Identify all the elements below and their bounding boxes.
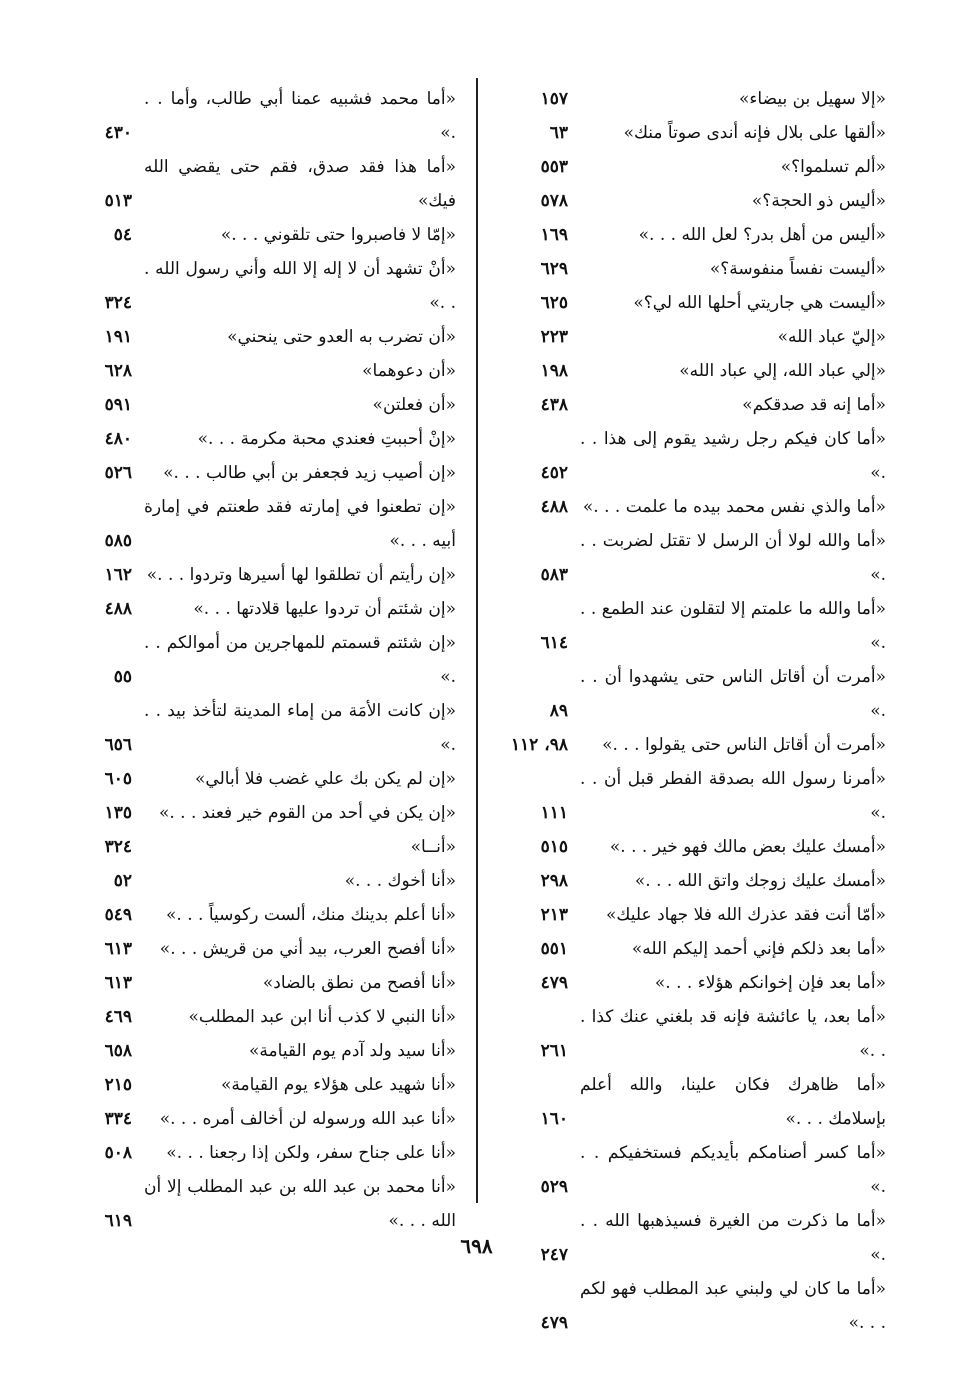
- entry-page-number: ٥١٥: [540, 837, 568, 857]
- index-entry: [508, 218, 886, 252]
- index-entry: [72, 388, 456, 422]
- index-entry: [72, 1034, 456, 1068]
- entry-text: «أما هذا فقد صدق، فقم حتى يقضي الله فيك»: [144, 157, 456, 211]
- entry-text: «أما والله ما علمتم إلا لتقلون عند الطمع . . .»: [580, 599, 886, 653]
- entry-page-number: ٦١٣: [104, 973, 132, 993]
- index-entry: [508, 150, 886, 184]
- index-entry: [508, 966, 886, 1000]
- entry-text: «إلا سهيل بن بيضاء»: [739, 89, 886, 109]
- entry-page-number: ٦٢٨: [104, 361, 132, 381]
- index-entry: [72, 456, 456, 490]
- entry-text: «أنا أخوك . . .»: [344, 871, 456, 891]
- index-entry: [508, 116, 886, 150]
- index-entry: [508, 490, 886, 524]
- entry-page-number: ٤٧٩: [540, 1313, 568, 1333]
- index-entry: [508, 932, 886, 966]
- index-entry: [72, 218, 456, 252]
- entry-text: «أما ما كان لي ولبني عبد المطلب فهو لكم . . .»: [580, 1279, 886, 1333]
- entry-page-number: ٢٩٨: [540, 871, 568, 891]
- entry-text: «أليست نفساً منفوسة؟»: [709, 259, 886, 279]
- index-entry: [508, 898, 886, 932]
- entry-text: «إليّ عباد الله»: [777, 327, 886, 347]
- entry-page-number: ٥٤: [113, 225, 132, 245]
- entry-text: «أما ما ذكرت من الغيرة فسيذهبها الله . . .»: [580, 1211, 886, 1265]
- entry-text: «إمّا لا فاصبروا حتى تلقوني . . .»: [220, 225, 456, 245]
- entry-text: «إن كانت الأمَة من إماء المدينة لتأخذ بيد . . .»: [144, 701, 456, 755]
- entry-page-number: ١١١: [540, 803, 568, 823]
- index-entry: [72, 252, 456, 320]
- entry-page-number: ٣٣٤: [104, 1109, 132, 1129]
- entry-page-number: ٣٢٤: [104, 837, 132, 857]
- entry-page-number: ٢١٣: [540, 905, 568, 925]
- entry-page-number: ٥٥١: [540, 939, 568, 959]
- index-entry: [508, 1136, 886, 1204]
- entry-page-number: ٥٠٨: [104, 1143, 132, 1163]
- index-entry: [72, 592, 456, 626]
- entry-text: «أما بعد فإن إخوانكم هؤلاء . . .»: [654, 973, 886, 993]
- entry-text: «إن تطعنوا في إمارته فقد طعنتم في إمارة أبيه . . .»: [144, 497, 456, 551]
- entry-page-number: ٤٧٩: [540, 973, 568, 993]
- entry-text: «إنْ أحببتِ فعندي محبة مكرمة . . .»: [197, 429, 456, 449]
- entry-page-number: ٩٨، ١١٢: [510, 735, 568, 755]
- index-entry: [72, 1170, 456, 1238]
- index-entry: [72, 320, 456, 354]
- entry-text: «أمسك عليك بعض مالك فهو خير . . .»: [609, 837, 886, 857]
- entry-text: «أمرت أن أقاتل الناس حتى يشهدوا أن . . .»: [580, 667, 886, 721]
- left-column: [72, 82, 456, 1238]
- entry-text: «أما بعد، يا عائشة فإنه قد بلغني عنك كذا . . .»: [580, 1007, 886, 1061]
- index-entry: [508, 422, 886, 490]
- entry-text: «أنا على جناح سفر، ولكن إذا رجعنا . . .»: [166, 1143, 456, 1163]
- index-entry: [72, 932, 456, 966]
- page-number: ٦٩٨: [460, 1234, 493, 1258]
- entry-text: «أمرت أن أقاتل الناس حتى يقولوا . . .»: [602, 735, 886, 755]
- index-entry: [508, 354, 886, 388]
- entry-text: «أما محمد فشبيه عمنا أبي طالب، وأما . . .»: [144, 89, 456, 143]
- entry-page-number: ١٦٢: [104, 565, 132, 585]
- entry-text: «أن دعوهما»: [362, 361, 456, 381]
- entry-page-number: ٥٢٩: [540, 1177, 568, 1197]
- entry-page-number: ٤٨٠: [104, 429, 132, 449]
- entry-text: «أمرنا رسول الله بصدقة الفطر قبل أن . . .»: [580, 769, 886, 823]
- index-entry: [72, 150, 456, 218]
- entry-page-number: ٥٨٥: [104, 531, 132, 551]
- entry-page-number: ٤٥٢: [540, 463, 568, 483]
- entry-page-number: ١٦٠: [540, 1109, 568, 1129]
- entry-text: «أليست هي جاريتي أحلها الله لي؟»: [633, 293, 886, 313]
- index-entry: [508, 524, 886, 592]
- entry-text: «ألقها على بلال فإنه أندى صوتاً منك»: [623, 123, 886, 143]
- entry-text: «أنا محمد بن عبد الله بن عبد المطلب إلا أن الله . . .»: [144, 1177, 456, 1231]
- entry-page-number: ٦٢٥: [540, 293, 568, 313]
- index-entry: [508, 864, 886, 898]
- entry-text: «إن يكن في أحد من القوم خير فعند . . .»: [158, 803, 456, 823]
- index-entry: [508, 388, 886, 422]
- entry-text: «أنا النبي لا كذب أنا ابن عبد المطلب»: [188, 1007, 456, 1027]
- index-entry: [508, 252, 886, 286]
- index-entry: [72, 354, 456, 388]
- index-entry: [508, 1000, 886, 1068]
- entry-text: «أما ظاهرك فكان علينا، والله أعلم بإسلامك . . .»: [580, 1075, 886, 1129]
- entry-text: «أمسك عليك زوجك واتق الله . . .»: [634, 871, 886, 891]
- column-divider: [476, 78, 478, 1203]
- entry-page-number: ٦٣: [549, 123, 568, 143]
- entry-page-number: ٦١٤: [540, 633, 568, 653]
- entry-text: «ألم تسلموا؟»: [780, 157, 886, 177]
- entry-page-number: ٥١٣: [104, 191, 132, 211]
- index-entry: [508, 82, 886, 116]
- entry-text: «أما والله لولا أن الرسل لا تقتل لضربت . . .»: [580, 531, 886, 585]
- index-entry: [72, 558, 456, 592]
- index-entry: [72, 82, 456, 150]
- entry-text: «أنْ تشهد أن لا إله إلا الله وأني رسول الله . . .»: [144, 259, 456, 313]
- entry-text: «أما بعد ذلكم فإني أحمد إليكم الله»: [631, 939, 886, 959]
- entry-text: «أما كان فيكم رجل رشيد يقوم إلى هذا . . .»: [580, 429, 886, 483]
- entry-page-number: ٢١٥: [104, 1075, 132, 1095]
- entry-page-number: ٥٢٦: [104, 463, 132, 483]
- entry-text: «أما إنه قد صدقكم»: [742, 395, 886, 415]
- index-entry: [508, 728, 886, 762]
- entry-text: «إن شئتم أن تردوا عليها قلادتها . . .»: [193, 599, 456, 619]
- entry-page-number: ٥٤٩: [104, 905, 132, 925]
- index-entry: [72, 830, 456, 864]
- entry-page-number: ٣٢٤: [104, 293, 132, 313]
- index-entry: [508, 660, 886, 728]
- entry-text: «أنا سيد ولد آدم يوم القيامة»: [249, 1041, 456, 1061]
- entry-text: «أنا عبد الله ورسوله لن أخالف أمره . . .»: [159, 1109, 456, 1129]
- entry-text: «أمّا أنت فقد عذرك الله فلا جهاد عليك»: [606, 905, 886, 925]
- entry-text: «إن أصيب زيد فجعفر بن أبي طالب . . .»: [163, 463, 456, 483]
- index-entry: [72, 694, 456, 762]
- entry-page-number: ٤٣٠: [104, 123, 132, 143]
- entry-page-number: ٦٠٥: [104, 769, 132, 789]
- entry-text: «أنــا»: [410, 837, 456, 857]
- entry-page-number: ٢٤٧: [540, 1245, 568, 1265]
- index-entry: [72, 1000, 456, 1034]
- right-column: [508, 82, 886, 1340]
- index-entry: [508, 1272, 886, 1340]
- entry-page-number: ٢٦١: [540, 1041, 568, 1061]
- entry-text: «أما كسر أصنامكم بأيديكم فستخفيكم . . .»: [580, 1143, 886, 1197]
- entry-page-number: ٦٥٦: [104, 735, 132, 755]
- index-entry: [72, 626, 456, 694]
- entry-text: «إن لم يكن بك علي غضب فلا أبالي»: [195, 769, 456, 789]
- entry-page-number: ٥٨٣: [540, 565, 568, 585]
- entry-page-number: ١٣٥: [104, 803, 132, 823]
- entry-page-number: ٦١٣: [104, 939, 132, 959]
- entry-page-number: ١٩١: [104, 327, 132, 347]
- entry-text: «أن تضرب به العدو حتى ينحني»: [227, 327, 456, 347]
- entry-page-number: ٥٥٣: [540, 157, 568, 177]
- entry-page-number: ٤٨٨: [104, 599, 132, 619]
- index-entry: [72, 864, 456, 898]
- entry-text: «أن فعلتن»: [372, 395, 456, 415]
- entry-page-number: ٥٢: [113, 871, 132, 891]
- entry-page-number: ١٥٧: [540, 89, 568, 109]
- index-entry: [508, 184, 886, 218]
- entry-page-number: ٤٨٨: [540, 497, 568, 517]
- entry-text: «أنا شهيد على هؤلاء يوم القيامة»: [220, 1075, 456, 1095]
- entry-page-number: ٢٢٣: [540, 327, 568, 347]
- index-entry: [508, 830, 886, 864]
- entry-page-number: ٤٣٨: [540, 395, 568, 415]
- index-entry: [72, 1102, 456, 1136]
- entry-page-number: ١٩٨: [540, 361, 568, 381]
- entry-page-number: ٥٧٨: [540, 191, 568, 211]
- index-entry: [72, 966, 456, 1000]
- entry-text: «أنا أفصح من نطق بالضاد»: [262, 973, 456, 993]
- index-entry: [72, 898, 456, 932]
- entry-text: «إن شئتم قسمتم للمهاجرين من أموالكم . . .»: [144, 633, 456, 687]
- index-entry: [72, 422, 456, 456]
- index-entry: [72, 796, 456, 830]
- entry-text: «إن رأيتم أن تطلقوا لها أسيرها وتردوا . . .»: [146, 565, 456, 585]
- entry-page-number: ١٦٩: [540, 225, 568, 245]
- index-entry: [508, 320, 886, 354]
- entry-page-number: ٥٩١: [104, 395, 132, 415]
- index-entry: [508, 592, 886, 660]
- entry-page-number: ٦١٩: [104, 1211, 132, 1231]
- entry-text: «أنا أعلم بدينك منك، ألست ركوسياً . . .»: [166, 905, 456, 925]
- entry-page-number: ٤٦٩: [104, 1007, 132, 1027]
- entry-page-number: ٨٩: [549, 701, 568, 721]
- index-entry: [508, 286, 886, 320]
- index-entry: [72, 762, 456, 796]
- entry-page-number: ٥٥: [113, 667, 132, 687]
- index-entry: [72, 1068, 456, 1102]
- entry-text: «أما والذي نفس محمد بيده ما علمت . . .»: [582, 497, 886, 517]
- entry-text: «أليس ذو الحجة؟»: [751, 191, 886, 211]
- entry-text: «إلي عباد الله، إلي عباد الله»: [679, 361, 886, 381]
- index-entry: [508, 1068, 886, 1136]
- index-entry: [72, 490, 456, 558]
- entry-text: «أليس من أهل بدر؟ لعل الله . . .»: [638, 225, 886, 245]
- entry-page-number: ٦٢٩: [540, 259, 568, 279]
- index-entry: [72, 1136, 456, 1170]
- entry-text: «أنا أفصح العرب، بيد أني من قريش . . .»: [159, 939, 456, 959]
- entry-page-number: ٦٥٨: [104, 1041, 132, 1061]
- index-entry: [508, 762, 886, 830]
